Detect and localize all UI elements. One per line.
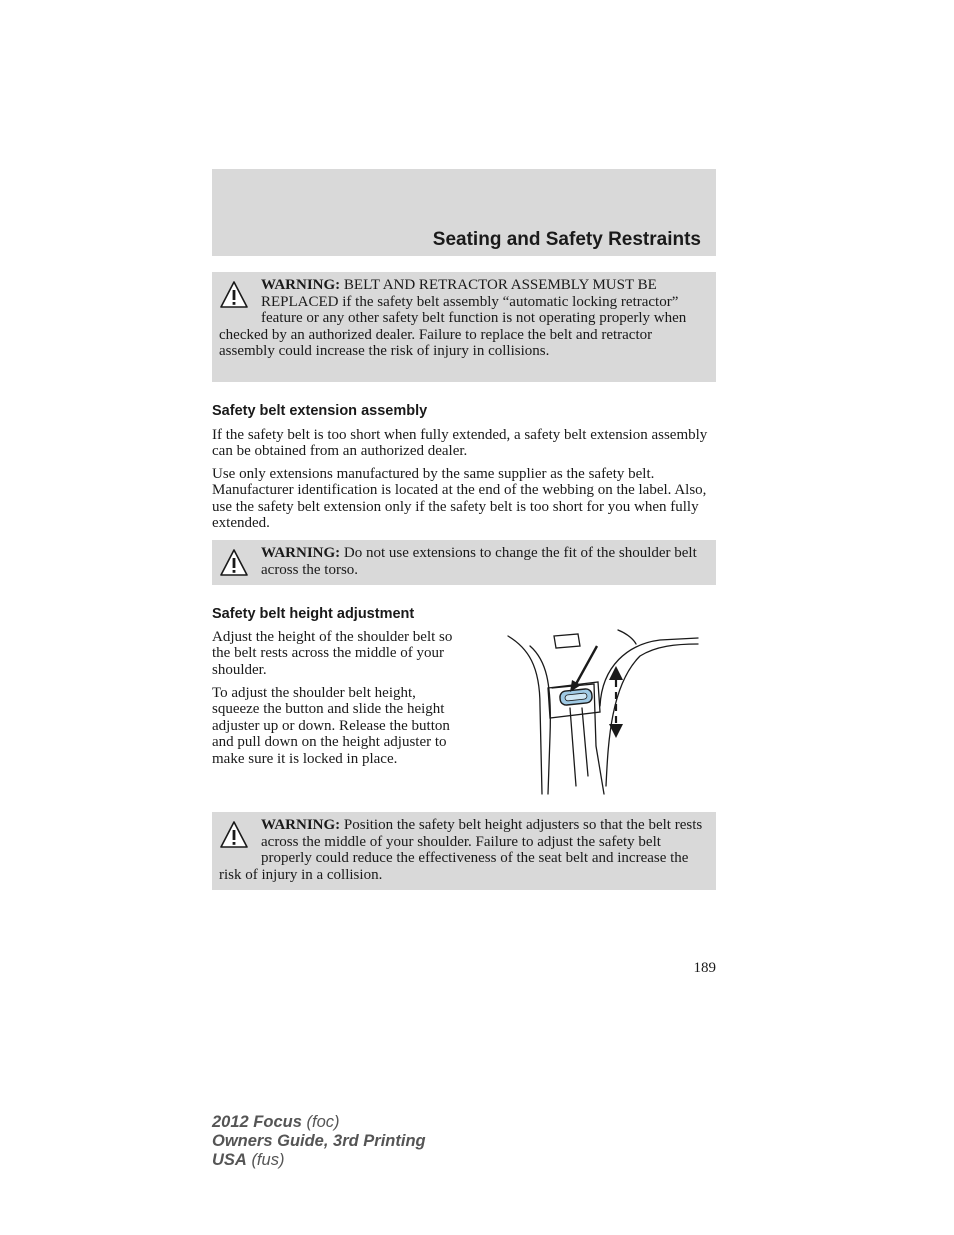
footer-model-code: (foc): [306, 1113, 340, 1131]
footer-region: USA: [212, 1151, 247, 1169]
footer-guide: Owners Guide, 3rd Printing: [212, 1132, 426, 1150]
warning-box: [212, 540, 716, 585]
footer-line-guide: [212, 1132, 426, 1151]
warning-text: Position the safety belt height adjusters so that the belt rests across the middle of your shoulder. Failure to adjust the safety belt properly could reduce the effectiveness of the seat belt and increase the risk of injury in a collision.: [219, 817, 703, 883]
document-footer: [212, 1113, 426, 1170]
extension-heading: Safety belt extension assembly: [212, 403, 428, 419]
footer-line-model: [212, 1113, 426, 1132]
warning-label: WARNING:: [261, 545, 341, 561]
extension-paragraph: Use only extensions manufactured by the same supplier as the safety belt. Manufacturer identification is located at the end of the webbing on the label. Also, use the safety belt extension only if the safety belt is too short for you when fully extended.: [212, 466, 707, 532]
page-number: 189: [693, 960, 716, 976]
warning-text: Do not use extensions to change the fit of the shoulder belt across the torso.: [261, 545, 697, 578]
height-adjustment-heading: Safety belt height adjustment: [212, 606, 415, 622]
footer-model: 2012 Focus: [212, 1113, 302, 1131]
warning-text: BELT AND RETRACTOR ASSEMBLY MUST BE REPLACED if the safety belt assembly “automatic locking retractor” feature or any other safety belt function is not operating properly when checked by an authorized dealer. Failure to replace the belt and retractor assembly could increase the risk of injury in collisions.: [219, 277, 687, 359]
warning-triangle-icon: [219, 820, 249, 850]
warning-triangle-icon: [219, 548, 249, 578]
height-adjustment-paragraph: Adjust the height of the shoulder belt so the belt rests across the middle of your shoulder.: [212, 629, 453, 678]
height-adjustment-paragraph: To adjust the shoulder belt height, squeeze the button and slide the height adjuster up or down. Release the button and pull down on the height adjuster to make sure it is locked in place.: [212, 685, 450, 767]
warning-box: [212, 812, 716, 890]
warning-triangle-icon: [219, 280, 249, 310]
extension-paragraph: If the safety belt is too short when fully extended, a safety belt extension assembly can be obtained from an authorized dealer.: [212, 427, 708, 460]
section-header-band: [212, 169, 716, 256]
footer-line-region: [212, 1151, 426, 1170]
section-title: Seating and Safety Restraints: [432, 229, 701, 250]
belt-height-adjuster-illustration: [500, 626, 710, 798]
warning-label: WARNING:: [261, 817, 341, 833]
footer-region-code: (fus): [251, 1151, 285, 1169]
warning-box: [212, 272, 716, 382]
warning-label: WARNING:: [261, 277, 341, 293]
